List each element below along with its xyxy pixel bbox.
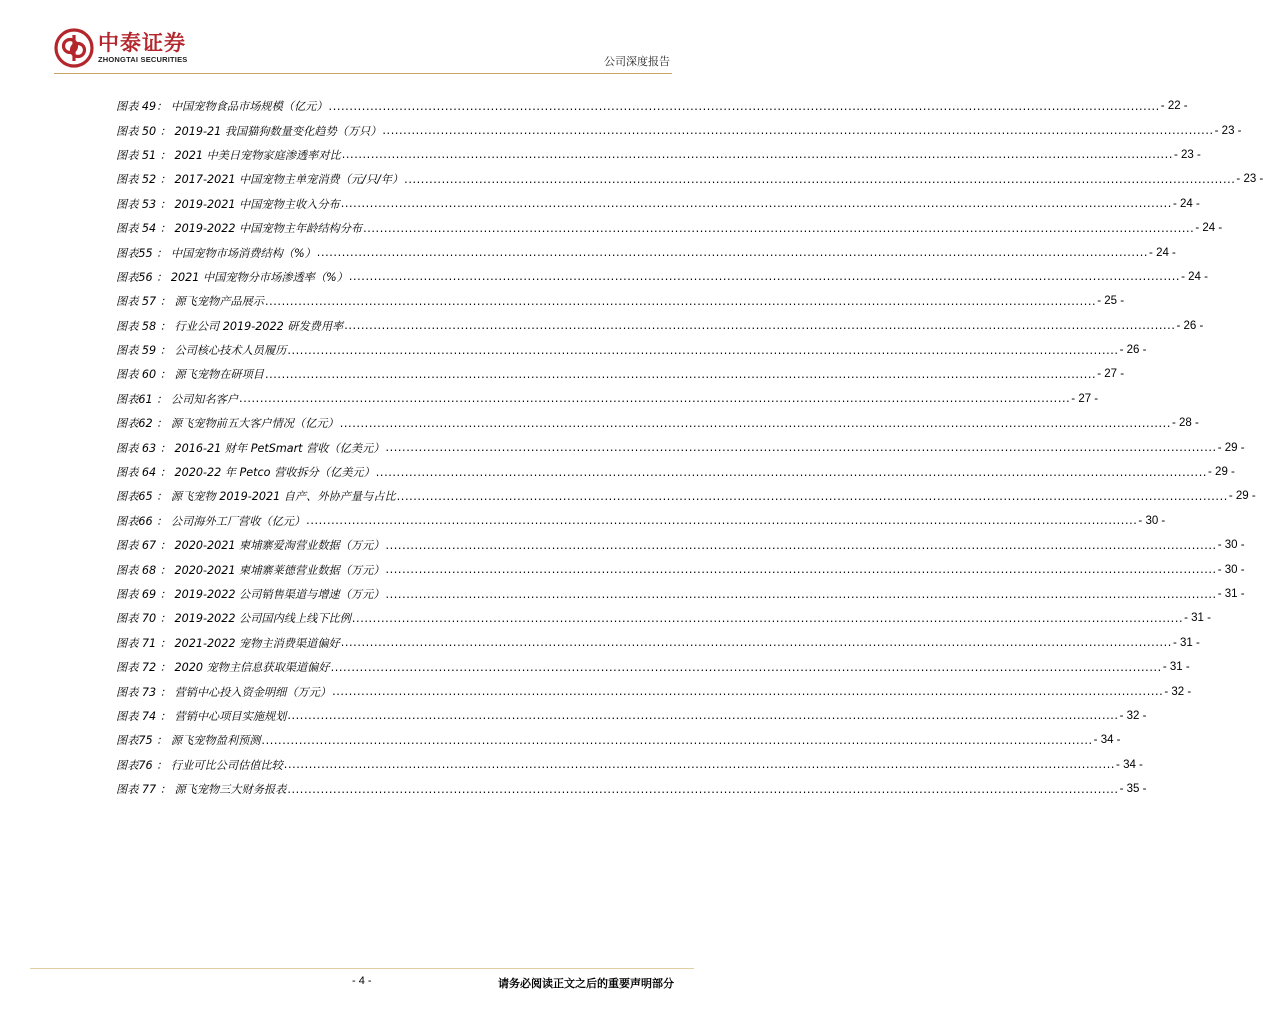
toc-entry[interactable]	[116, 435, 1245, 459]
toc-entry-page: - 31 -	[1184, 612, 1211, 625]
toc-entry-title: 图表 63 ： 2016-21 财年 PetSmart 营收（亿美元）	[116, 441, 385, 455]
toc-entry-page: - 30 -	[1138, 514, 1166, 527]
toc-entry[interactable]	[116, 484, 1256, 508]
toc-entry[interactable]	[116, 753, 1143, 777]
toc-entry[interactable]	[116, 240, 1176, 264]
toc-entry-page: - 31 -	[1162, 661, 1190, 674]
toc-entry-title: 图表 57 ： 源飞宠物产品展示	[116, 295, 264, 309]
logo-english-name: ZHONGTAI SECURITIES	[98, 55, 188, 64]
toc-dot-leader: ........................................................................................................................................................................................................	[264, 294, 1097, 308]
toc-entry-page: - 29 -	[1228, 490, 1256, 503]
toc-entry-page: - 24 -	[1181, 270, 1208, 283]
toc-entry-page: - 31 -	[1217, 588, 1245, 600]
toc-entry-page: - 34 -	[1116, 758, 1143, 771]
toc-dot-leader: ........................................................................................................................................................................................................	[382, 124, 1214, 138]
toc-entry[interactable]	[116, 216, 1223, 240]
toc-entry-page: - 28 -	[1171, 417, 1199, 430]
toc-entry-page: - 29 -	[1217, 441, 1245, 454]
toc-entry-title: 图表 74 ： 营销中心项目实施规划	[116, 709, 287, 723]
toc-dot-leader: ........................................................................................................................................................................................................	[306, 514, 1138, 528]
header-divider	[54, 73, 672, 74]
page-number: - 4 -	[352, 975, 372, 987]
toc-entry[interactable]	[116, 192, 1200, 216]
toc-entry-title: 图表 68 ： 2020-2021 柬埔寨莱德营业数据（万元）	[116, 563, 385, 577]
toc-dot-leader: ........................................................................................................................................................................................................	[287, 709, 1119, 723]
toc-entry-title: 图表76 ： 行业可比公司估值比较	[116, 758, 283, 772]
toc-entry-title: 图表55 ： 中国宠物市场消费结构（%）	[116, 246, 316, 260]
toc-entry-page: - 30 -	[1217, 563, 1245, 576]
company-logo	[54, 28, 188, 68]
toc-dot-leader: ........................................................................................................................................................................................................	[363, 221, 1195, 235]
toc-entry-page: - 34 -	[1093, 734, 1121, 747]
toc-entry[interactable]	[116, 94, 1188, 118]
toc-dot-leader: ........................................................................................................................................................................................................	[239, 392, 1071, 406]
toc-dot-leader: ........................................................................................................................................................................................................	[385, 441, 1217, 455]
toc-entry-title: 图表 52 ： 2017-2021 中国宠物主单宠消费（元/只/年）	[116, 173, 404, 187]
toc-dot-leader: ........................................................................................................................................................................................................	[385, 587, 1217, 601]
report-type-label: 公司深度报告	[604, 55, 670, 68]
toc-entry[interactable]	[116, 606, 1211, 630]
toc-entry[interactable]	[116, 704, 1147, 728]
toc-dot-leader: ........................................................................................................................................................................................................	[340, 197, 1172, 211]
toc-dot-leader: ........................................................................................................................................................................................................	[316, 246, 1149, 260]
toc-entry-page: - 35 -	[1119, 783, 1147, 796]
toc-entry-page: - 24 -	[1172, 197, 1200, 210]
toc-entry[interactable]	[116, 460, 1235, 484]
toc-dot-leader: ........................................................................................................................................................................................................	[261, 733, 1093, 747]
toc-entry-title: 图表 73 ： 营销中心投入资金明细（万元）	[116, 685, 332, 699]
toc-entry-title: 图表56 ： 2021 中国宠物分市场渗透率（%）	[116, 270, 348, 284]
toc-entry-page: - 24 -	[1149, 246, 1176, 259]
toc-entry-title: 图表 60 ： 源飞宠物在研项目	[116, 368, 264, 382]
toc-entry-page: - 27 -	[1071, 392, 1099, 405]
toc-entry[interactable]	[116, 509, 1166, 533]
footer-disclaimer: 请务必阅读正文之后的重要声明部分	[498, 977, 674, 990]
toc-entry-title: 图表 51 ： 2021 中美日宠物家庭渗透率对比	[116, 148, 341, 162]
toc-entry-title: 图表 64 ： 2020-22 年 Petco 营收拆分（亿美元）	[116, 466, 375, 480]
toc-dot-leader: ........................................................................................................................................................................................................	[396, 489, 1228, 503]
toc-entry-page: - 32 -	[1119, 709, 1147, 722]
toc-dot-leader: ........................................................................................................................................................................................................	[264, 367, 1097, 381]
toc-entry[interactable]	[116, 777, 1147, 801]
toc-entry-page: - 31 -	[1172, 636, 1200, 649]
toc-entry[interactable]	[116, 533, 1245, 557]
toc-entry[interactable]	[116, 338, 1147, 362]
toc-dot-leader: ........................................................................................................................................................................................................	[339, 416, 1171, 430]
toc-entry-page: - 30 -	[1217, 539, 1245, 552]
toc-entry-title: 图表 67 ： 2020-2021 柬埔寨爱淘营业数据（万元）	[116, 539, 385, 553]
toc-entry[interactable]	[116, 557, 1245, 581]
toc-dot-leader: ........................................................................................................................................................................................................	[287, 782, 1119, 796]
toc-entry[interactable]	[116, 118, 1242, 142]
toc-dot-leader: ........................................................................................................................................................................................................	[375, 465, 1208, 479]
toc-entry-title: 图表 77 ： 源飞宠物三大财务报表	[116, 783, 287, 797]
toc-entry[interactable]	[116, 728, 1121, 752]
toc-entry-title: 图表 59 ： 公司核心技术人员履历	[116, 344, 287, 358]
toc-entry-title: 图表 69 ： 2019-2022 公司销售渠道与增速（万元）	[116, 588, 385, 601]
toc-dot-leader: ........................................................................................................................................................................................................	[328, 99, 1160, 113]
toc-entry-page: - 23 -	[1174, 148, 1201, 161]
toc-entry-page: - 24 -	[1195, 222, 1223, 235]
toc-dot-leader: ........................................................................................................................................................................................................	[385, 563, 1217, 577]
toc-entry-page: - 27 -	[1097, 368, 1125, 381]
toc-entry-title: 图表 53 ： 2019-2021 中国宠物主收入分布	[116, 197, 340, 211]
toc-entry-page: - 25 -	[1097, 295, 1125, 308]
toc-entry-title: 图表61 ： 公司知名客户	[116, 392, 239, 406]
toc-entry-page: - 26 -	[1119, 344, 1147, 357]
toc-entry-title: 图表65 ： 源飞宠物 2019-2021 自产、外协产量与占比	[116, 490, 396, 504]
toc-entry[interactable]	[116, 167, 1263, 191]
toc-entry-title: 图表75 ： 源飞宠物盈利预测	[116, 734, 261, 748]
toc-entry[interactable]	[116, 362, 1125, 386]
toc-entry[interactable]	[116, 289, 1125, 313]
toc-entry-page: - 22 -	[1160, 100, 1188, 113]
toc-entry-page: - 23 -	[1236, 173, 1263, 186]
toc-dot-leader: ........................................................................................................................................................................................................	[385, 538, 1217, 552]
toc-entry-page: - 32 -	[1164, 685, 1192, 698]
toc-entry-title: 图表62 ： 源飞宠物前五大客户情况（亿元）	[116, 417, 339, 431]
toc-entry[interactable]	[116, 265, 1208, 289]
toc-entry-title: 图表 49： 中国宠物食品市场规模（亿元）	[116, 100, 328, 114]
page-header	[0, 0, 724, 80]
toc-dot-leader: ........................................................................................................................................................................................................	[330, 660, 1162, 674]
footer-divider	[30, 968, 694, 969]
toc-entry[interactable]	[116, 411, 1199, 435]
toc-entry[interactable]	[116, 582, 1245, 606]
toc-dot-leader: ........................................................................................................................................................................................................	[351, 611, 1184, 625]
toc-dot-leader: ........................................................................................................................................................................................................	[332, 685, 1164, 699]
toc-entry-title: 图表66 ： 公司海外工厂营收（亿元）	[116, 514, 306, 528]
toc-dot-leader: ........................................................................................................................................................................................................	[404, 172, 1236, 186]
toc-entry-title: 图表 72 ： 2020 宠物主信息获取渠道偏好	[116, 661, 330, 675]
table-of-figures	[116, 94, 1263, 801]
toc-dot-leader: ........................................................................................................................................................................................................	[283, 758, 1116, 772]
toc-dot-leader: ........................................................................................................................................................................................................	[344, 319, 1176, 333]
toc-dot-leader: ........................................................................................................................................................................................................	[341, 148, 1173, 162]
toc-entry-title: 图表 71 ： 2021-2022 宠物主消费渠道偏好	[116, 636, 340, 650]
logo-chinese-name: 中泰证券	[98, 31, 186, 55]
toc-dot-leader: ........................................................................................................................................................................................................	[287, 343, 1119, 357]
toc-dot-leader: ........................................................................................................................................................................................................	[348, 270, 1181, 284]
zhongtai-logo-icon	[54, 28, 94, 68]
toc-entry[interactable]	[116, 655, 1190, 679]
toc-dot-leader: ........................................................................................................................................................................................................	[340, 636, 1172, 650]
toc-entry-title: 图表 50 ： 2019-21 我国猫狗数量变化趋势（万只）	[116, 124, 382, 138]
toc-entry[interactable]	[116, 314, 1204, 338]
toc-entry-title: 图表 54 ： 2019-2022 中国宠物主年龄结构分布	[116, 222, 363, 236]
toc-entry-title: 图表 58 ： 行业公司 2019-2022 研发费用率	[116, 319, 344, 333]
toc-entry[interactable]	[116, 387, 1099, 411]
toc-entry-page: - 29 -	[1208, 466, 1235, 479]
toc-entry-page: - 23 -	[1214, 124, 1242, 137]
toc-entry[interactable]	[116, 631, 1200, 655]
toc-entry-title: 图表 70 ： 2019-2022 公司国内线上线下比例	[116, 612, 351, 626]
toc-entry-page: - 26 -	[1176, 319, 1204, 332]
toc-entry[interactable]	[116, 679, 1192, 703]
toc-entry[interactable]	[116, 143, 1201, 167]
